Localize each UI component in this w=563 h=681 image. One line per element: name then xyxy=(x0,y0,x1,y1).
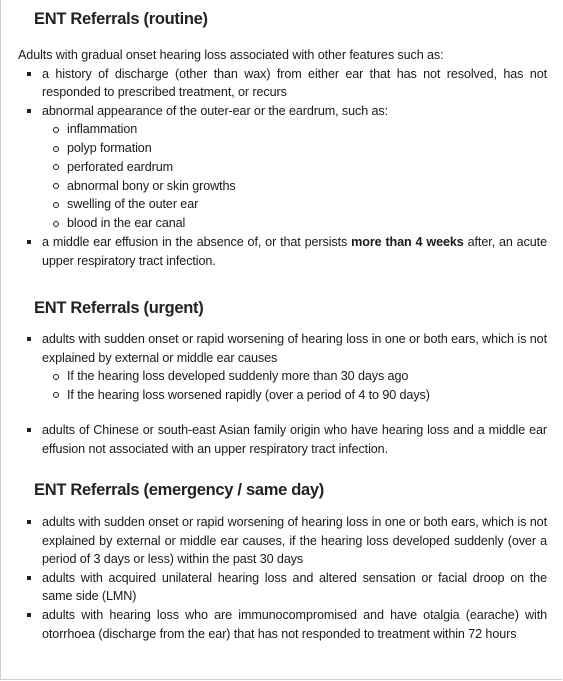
urgent-sublist xyxy=(42,367,547,405)
list-item: adults with hearing loss who are immunocompromised and have otalgia (earache) with otorrhoea (discharge from the ear) that has not responded to treatment within 72 hours xyxy=(42,606,547,643)
emergency-heading: ENT Referrals (emergency / same day) xyxy=(34,481,325,499)
list-item: adults with acquired unilateral hearing loss and altered sensation or facial droop on the same side (LMN) xyxy=(42,569,547,606)
routine-body xyxy=(1,46,547,270)
list-item xyxy=(42,330,547,405)
sublist-item: If the hearing loss developed suddenly more than 30 days ago xyxy=(67,367,547,386)
list-item-text: abnormal appearance of the outer-ear or the eardrum, such as: xyxy=(42,103,389,118)
routine-section xyxy=(1,10,208,29)
emphasis-text: more than 4 weeks xyxy=(351,235,464,250)
emergency-section xyxy=(1,481,324,500)
routine-sublist xyxy=(42,120,547,233)
list-item-text: a middle ear effusion in the absence of, or that persists xyxy=(42,235,352,250)
sublist-item: If the hearing loss worsened rapidly (over a period of 4 to 90 days) xyxy=(67,386,547,405)
sublist-item: inflammation xyxy=(67,120,547,139)
routine-heading: ENT Referrals (routine) xyxy=(34,10,208,28)
urgent-list-2 xyxy=(1,421,547,458)
sublist-item: swelling of the outer ear xyxy=(67,195,547,214)
urgent-body xyxy=(1,330,547,405)
list-item: a history of discharge (other than wax) from either ear that has not resolved, has not responded to prescribed treatment, or recurs xyxy=(42,65,547,102)
sublist-item: abnormal bony or skin growths xyxy=(67,177,547,196)
list-item xyxy=(42,102,547,233)
sublist-item: blood in the ear canal xyxy=(67,214,547,233)
list-item xyxy=(42,233,547,270)
urgent-heading: ENT Referrals (urgent) xyxy=(34,299,204,317)
emergency-list xyxy=(1,513,547,643)
sublist-item: perforated eardrum xyxy=(67,158,547,177)
list-item-text: after, an acute upper respiratory tract infection. xyxy=(42,235,547,268)
urgent-list xyxy=(1,330,547,405)
sublist-item: polyp formation xyxy=(67,139,547,158)
urgent-body-2 xyxy=(1,421,547,458)
list-item-text: adults with sudden onset or rapid worsening of hearing loss in one or both ears, which is not explained by external or middle ear causes xyxy=(42,332,547,365)
list-item: adults with sudden onset or rapid worsening of hearing loss in one or both ears, which is not explained by external or middle ear causes, if the hearing loss developed suddenly (over a period of 3 days or less) within the past 30 days xyxy=(42,513,547,569)
routine-list xyxy=(1,65,547,271)
urgent-section xyxy=(1,299,203,318)
list-item: adults of Chinese or south-east Asian family origin who have hearing loss and a middle ear effusion not associated with an upper respiratory tract infection. xyxy=(42,421,547,458)
emergency-body xyxy=(1,513,547,643)
routine-intro: Adults with gradual onset hearing loss associated with other features such as: xyxy=(18,48,444,62)
